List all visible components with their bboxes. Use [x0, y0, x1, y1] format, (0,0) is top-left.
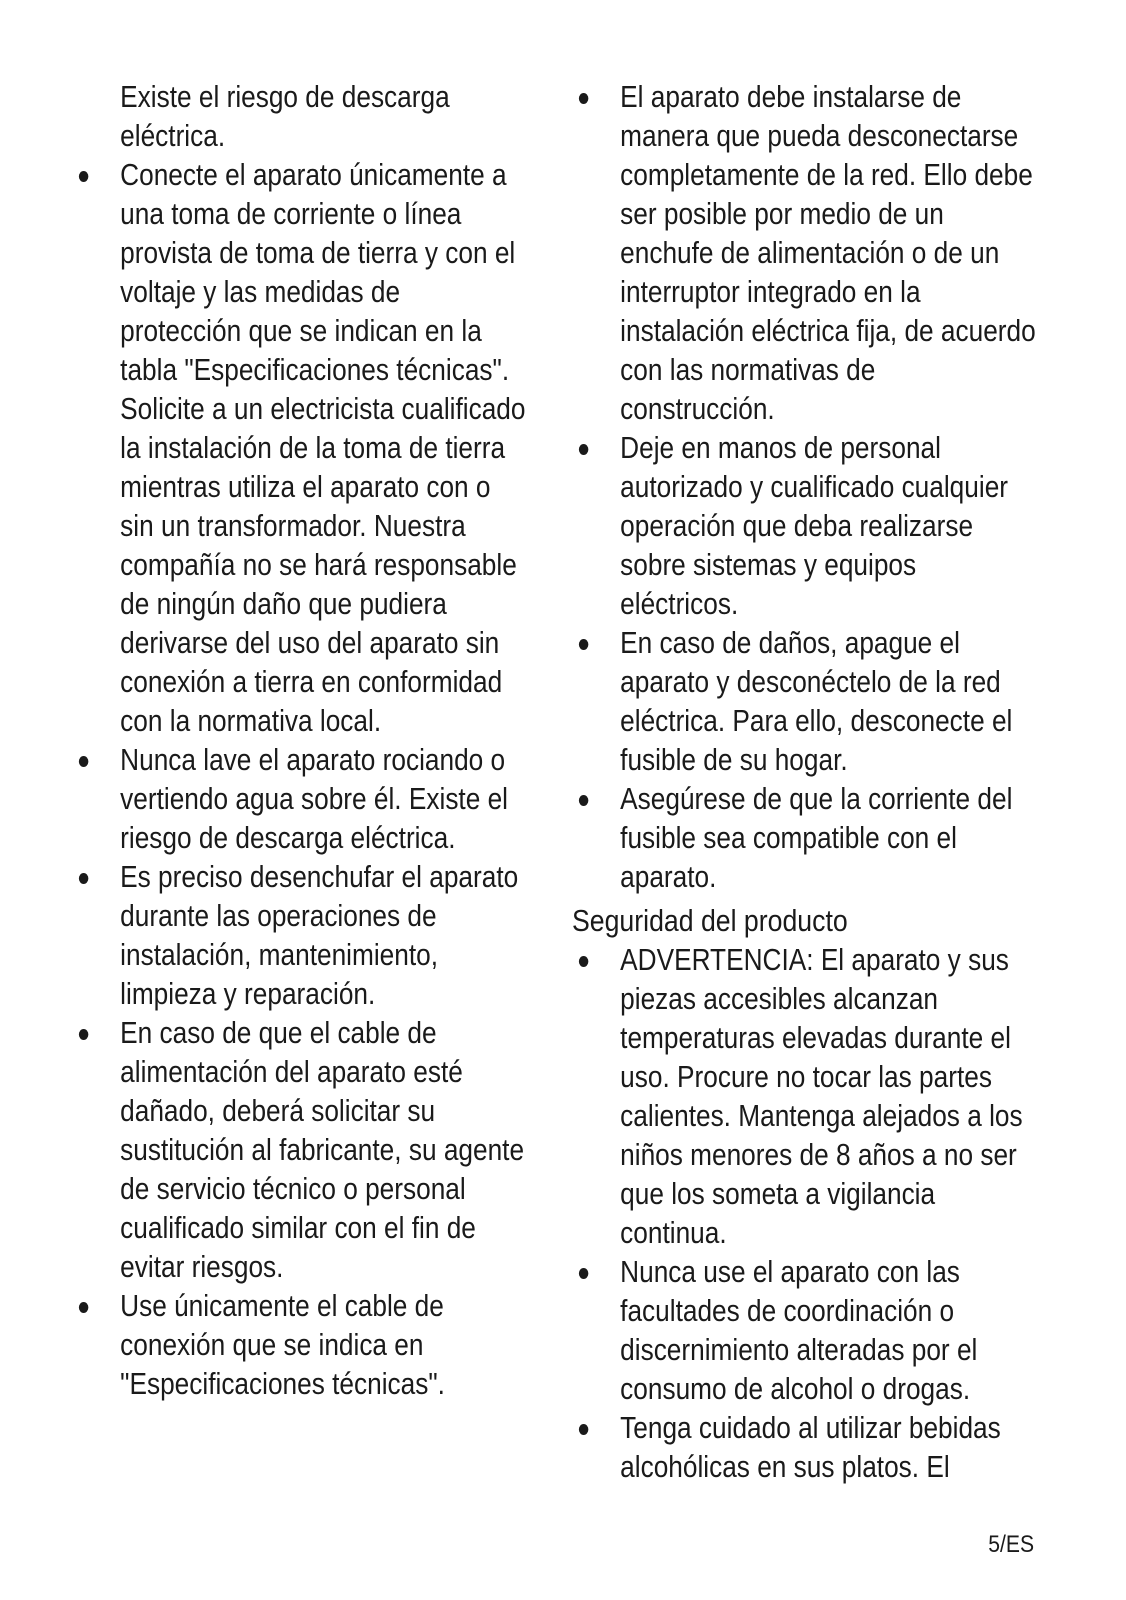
page-number: 5/ES	[988, 1531, 1034, 1558]
list-item	[572, 1253, 1036, 1409]
bullet-icon	[579, 624, 605, 663]
list-item	[572, 624, 1036, 780]
right-column	[572, 78, 1036, 1487]
bullet-icon	[579, 1409, 605, 1448]
list-item	[572, 78, 1036, 429]
list-item	[72, 156, 528, 741]
bullet-icon	[79, 858, 105, 897]
list-item-text: Nunca lave el aparato rociando o vertiendo agua sobre él. Existe el riesgo de descarga eléctrica.	[120, 743, 509, 855]
list-item-text: En caso de que el cable de alimentación del aparato esté dañado, deberá solicitar su sustitución al fabricante, su agente de servicio técnico o personal cualificado similar con el fin de evitar riesgos.	[120, 1016, 525, 1284]
list-item-text: Use únicamente el cable de conexión que se indica en "Especificaciones técnicas".	[120, 1289, 445, 1401]
list-item	[572, 429, 1036, 624]
bullet-icon	[79, 156, 105, 195]
list-item-text: Deje en manos de personal autorizado y cualificado cualquier operación que deba realizarse sobre sistemas y equipos eléctricos.	[620, 431, 1009, 621]
bullet-icon	[579, 78, 605, 117]
bullet-icon	[579, 429, 605, 468]
bullet-icon	[79, 741, 105, 780]
list-item	[72, 1287, 528, 1404]
list-item-text: El aparato debe instalarse de manera que pueda desconectarse completamente de la red. Ello debe ser posible por medio de un enchufe de alimentación o de un interruptor integrado en la instalación eléctrica fija, de acuerdo con las normativas de construcción.	[620, 80, 1036, 426]
list-item-text: Conecte el aparato únicamente a una toma de corriente o línea provista de toma de tierra y con el voltaje y las medidas de protección que se indican en la tabla "Especificaciones técnicas". Solicite a un electricista cualificado la instalación de la toma de tierra mientras utiliza el aparato con o sin un transformador. Nuestra compañía no se hará responsable de ningún daño que pudiera derivarse del uso del aparato sin conexión a tierra en conformidad con la normativa local.	[120, 158, 526, 738]
list-item	[72, 858, 528, 1014]
list-item-text: ADVERTENCIA: El aparato y sus piezas accesibles alcanzan temperaturas elevadas durante el uso. Procure no tocar las partes calientes. Mantenga alejados a los niños menores de 8 años a no ser que los someta a vigilancia continua.	[620, 943, 1023, 1250]
bullet-icon	[79, 1014, 105, 1053]
bullet-icon	[579, 941, 605, 980]
bullet-icon	[579, 1253, 605, 1292]
continued-paragraph: Existe el riesgo de descarga eléctrica.	[120, 80, 450, 153]
list-item	[72, 1014, 528, 1287]
list-item	[572, 780, 1036, 897]
list-item-text: Nunca use el aparato con las facultades de coordinación o discernimiento alteradas por el consumo de alcohol o drogas.	[620, 1255, 978, 1406]
bullet-icon	[79, 1287, 105, 1326]
list-item	[572, 1409, 1036, 1487]
list-item-text: En caso de daños, apague el aparato y desconéctelo de la red eléctrica. Para ello, desconecte el fusible de su hogar.	[620, 626, 1013, 777]
left-column	[72, 78, 528, 1404]
list-item-text: Asegúrese de que la corriente del fusible sea compatible con el aparato.	[620, 782, 1013, 894]
list-item	[72, 741, 528, 858]
list-item-text: Es preciso desenchufar el aparato durante las operaciones de instalación, mantenimiento, limpieza y reparación.	[120, 860, 519, 1011]
section-heading: Seguridad del producto	[572, 903, 848, 938]
bullet-icon	[579, 780, 605, 819]
list-item	[572, 941, 1036, 1253]
list-item-text: Tenga cuidado al utilizar bebidas alcohólicas en sus platos. El	[620, 1411, 1001, 1484]
